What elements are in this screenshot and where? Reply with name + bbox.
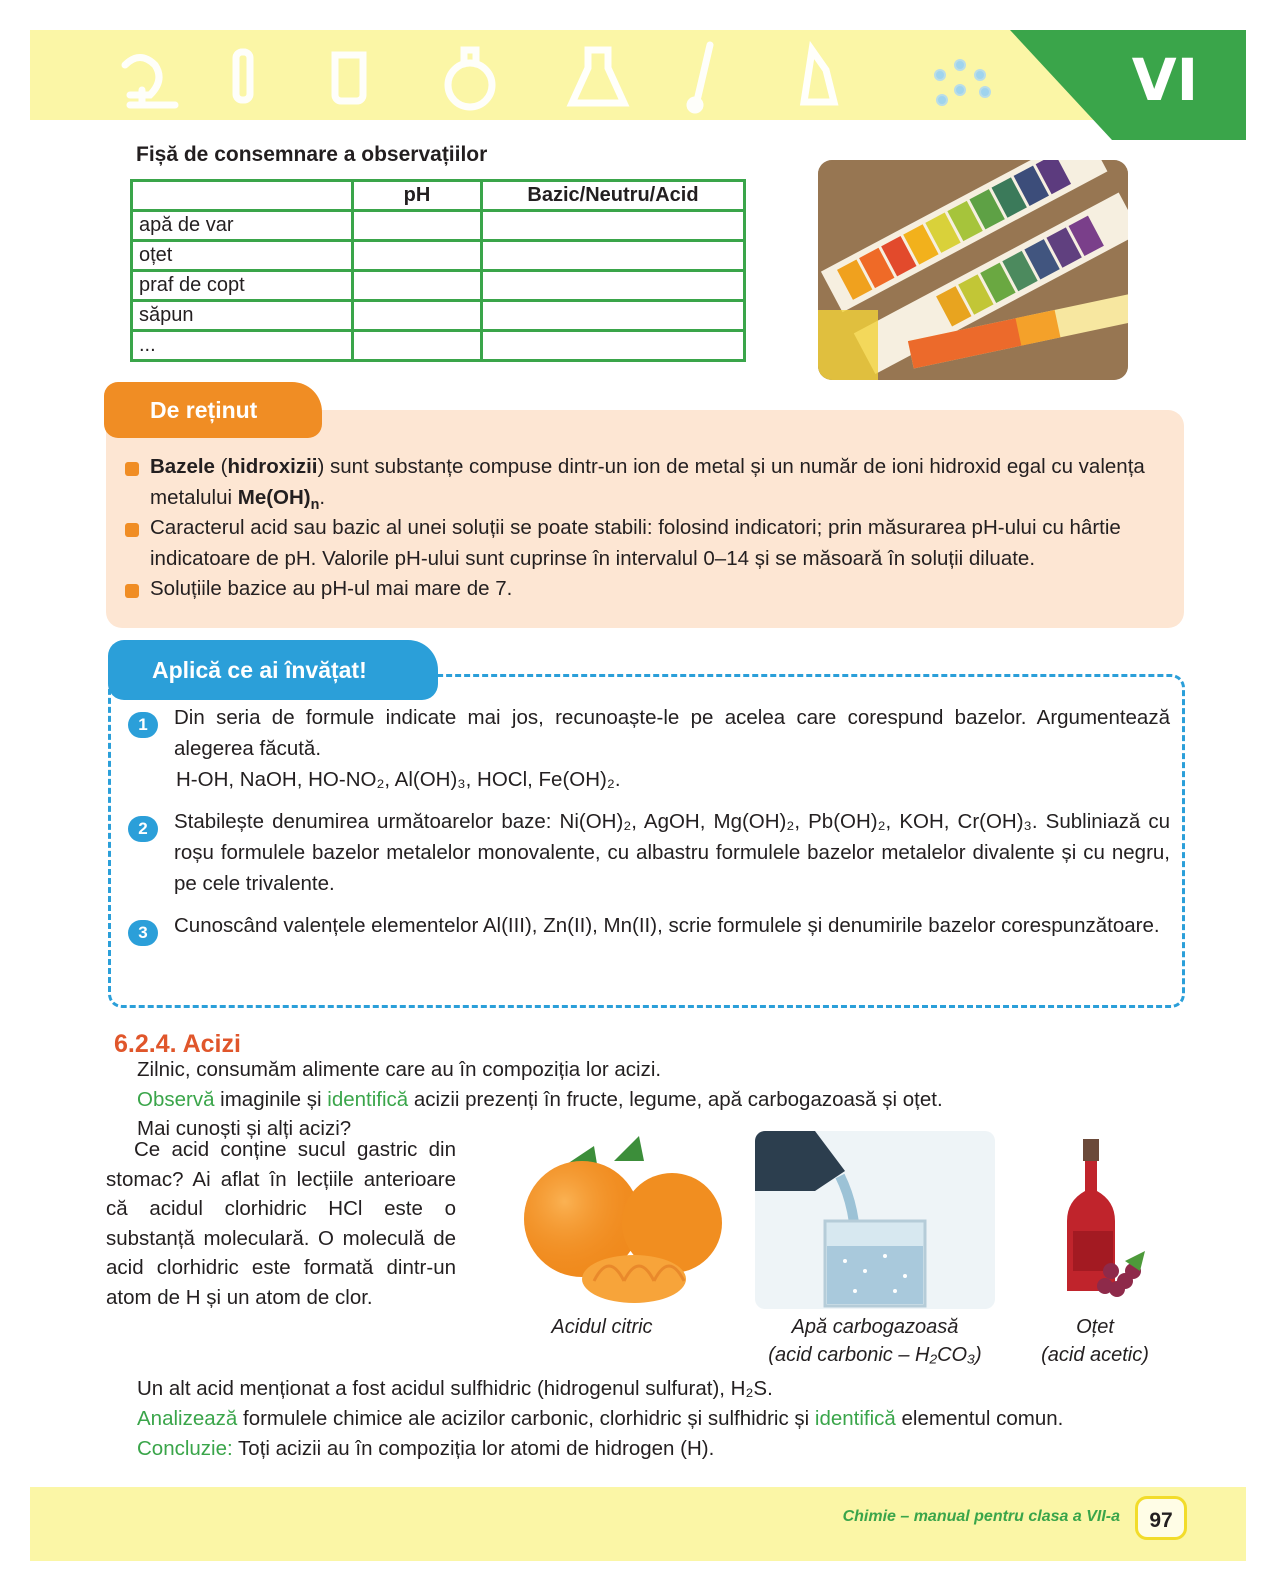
exercise-2-text: Stabilește denumirea următoarelor baze: Ni(OH)₂, AgOH, Mg(OH)₂, Pb(OH)₂, KOH, Cr(OH)₃. Subliniază cu roșu formulele bazelor metalelor monovalente, cu albastru formulele bazelor metalelor divalente și cu negru, pe cele trivalente. <box>174 810 1170 895</box>
hcl-paragraph: Ce acid conține sucul gastric din stomac? Ai aflat în lecțiile anterioare că acidul clorhidric HCl este o substanță moleculară. O moleculă de acid clorhidric este formată dintr-un atom de H și un atom de clor. <box>106 1138 456 1309</box>
beaker-icon <box>335 55 363 101</box>
molecule-icon <box>935 60 990 105</box>
row-label: săpun <box>132 301 353 331</box>
ph-cell <box>353 241 482 271</box>
question-other-acids: Mai cunoști și alți acizi? <box>137 1117 352 1140</box>
caption-line: Acidul citric <box>551 1316 653 1338</box>
bullet-icon <box>125 462 139 476</box>
keyword-concluzie: Concluzie: <box>137 1437 233 1460</box>
table-row <box>132 241 745 271</box>
thermometer-icon <box>690 45 710 110</box>
book-title: Chimie – manual pentru clasa a VII-a <box>842 1508 1120 1525</box>
term-hidroxizii: hidroxizii <box>227 455 318 478</box>
formula-subscript: n <box>310 497 320 514</box>
test-tube-icon <box>236 52 250 100</box>
text-span: imaginile și <box>214 1088 328 1111</box>
text-span: acizii prezenți în fructe, legume, apă carbogazoasă și oțet. <box>408 1088 943 1111</box>
caption-vinegar <box>1020 1313 1170 1369</box>
text-span: ) sunt substanțe compuse dintr-un ion de metal și un număr de ioni hidroxid egal cu valența metalului <box>150 455 1145 509</box>
ph-indicator-paper-photo <box>818 160 1128 380</box>
observation-table <box>130 179 746 362</box>
caption-citric <box>494 1313 710 1341</box>
caption-line: Oțet <box>1076 1316 1114 1338</box>
conclusion <box>137 1434 714 1464</box>
carbonated-water-photo <box>755 1131 995 1309</box>
funnel-flask-icon <box>804 50 834 102</box>
table-row <box>132 211 745 241</box>
type-cell <box>482 331 745 361</box>
column-header-type: Bazic/Neutru/Acid <box>482 181 745 211</box>
text-span: ( <box>214 455 228 478</box>
keyword-observa: Observă <box>137 1088 215 1111</box>
bullet-icon <box>125 584 139 598</box>
type-cell <box>482 211 745 241</box>
keyword-identifica: identifică <box>327 1088 409 1111</box>
microscope-icon <box>125 58 175 106</box>
h2s-sentence: Un alt acid menționat a fost acidul sulfhidric (hidrogenul sulfurat), H₂S. <box>137 1377 773 1400</box>
exercise-number: 3 <box>128 920 158 946</box>
ph-cell <box>353 271 482 301</box>
remember-item-character: Caracterul acid sau bazic al unei soluții se poate stabili: folosind indicatori; prin măsurarea pH-ului cu hârtie indicatoare de pH. Valorile pH-ului sunt cuprinse în intervalul 0–14 și se măsoară în soluții diluate. <box>150 516 1121 570</box>
column-header <box>132 181 353 211</box>
caption-carbonated <box>755 1313 995 1369</box>
remember-item-ph: Soluțiile bazice au pH-ul mai mare de 7. <box>150 577 513 600</box>
text-span: Toți acizii au în compoziția lor atomi de hidrogen (H). <box>232 1437 715 1460</box>
remember-label: De reținut <box>104 382 322 438</box>
row-label: praf de copt <box>132 271 353 301</box>
column-header-ph: pH <box>353 181 482 211</box>
type-cell <box>482 271 745 301</box>
exercise-number: 1 <box>128 712 158 738</box>
ph-cell <box>353 301 482 331</box>
row-label: oțet <box>132 241 353 271</box>
observation-sheet-title: Fișă de consemnare a observațiilor <box>136 143 488 166</box>
page-number: 97 <box>1135 1496 1187 1540</box>
observe-instruction <box>137 1085 1177 1115</box>
exercise-number: 2 <box>128 816 158 842</box>
bullet-icon <box>125 523 139 537</box>
remember-item-bases <box>150 451 1180 521</box>
table-row <box>132 271 745 301</box>
formula-meohn: Me(OH) <box>237 486 311 509</box>
apply-label: Aplică ce ai învățat! <box>108 640 438 700</box>
keyword-identifica: identifică <box>814 1407 896 1430</box>
text-span: elementul comun. <box>895 1407 1064 1430</box>
section-title: 6.2.4. Acizi <box>114 1030 241 1058</box>
header-lab-icons <box>30 30 1030 120</box>
ph-cell <box>353 211 482 241</box>
keyword-analizeaza: Analizează <box>137 1407 238 1430</box>
tangerines-photo <box>494 1131 734 1309</box>
caption-line: Apă carbogazoasă <box>791 1316 959 1338</box>
table-row <box>132 331 745 361</box>
text-span: formulele chimice ale acizilor carbonic, clorhidric și sulfhidric și <box>237 1407 815 1430</box>
exercise-1-text: Din seria de formule indicate mai jos, recunoaște-le pe acelea care corespund bazelor. Argumentează alegerea făcută. <box>174 706 1170 760</box>
caption-line: (acid carbonic – H₂CO₃) <box>768 1344 982 1366</box>
caption-line: (acid acetic) <box>1041 1344 1149 1366</box>
type-cell <box>482 241 745 271</box>
section-intro: Zilnic, consumăm alimente care au în compoziția lor acizi. <box>137 1058 662 1081</box>
table-header-row <box>132 181 745 211</box>
exercise-3-text: Cunoscând valențele elementelor Al(III), Zn(II), Mn(II), scrie formulele și denumirile bazelor corespunzătoare. <box>174 914 1160 937</box>
exercise-1-formulas: H-OH, NaOH, HO-NO₂, Al(OH)₃, HOCl, Fe(OH)₂. <box>176 768 621 791</box>
round-flask-icon <box>448 50 492 107</box>
term-bazele: Bazele <box>150 455 215 478</box>
ph-cell <box>353 331 482 361</box>
vinegar-bottle-photo <box>1025 1131 1165 1309</box>
table-row <box>132 301 745 331</box>
type-cell <box>482 301 745 331</box>
conical-flask-icon <box>572 50 624 103</box>
analyze-instruction <box>137 1404 1177 1434</box>
text-span: . <box>319 486 326 509</box>
chapter-number: VI <box>1131 46 1199 114</box>
row-label: ... <box>132 331 353 361</box>
row-label: apă de var <box>132 211 353 241</box>
